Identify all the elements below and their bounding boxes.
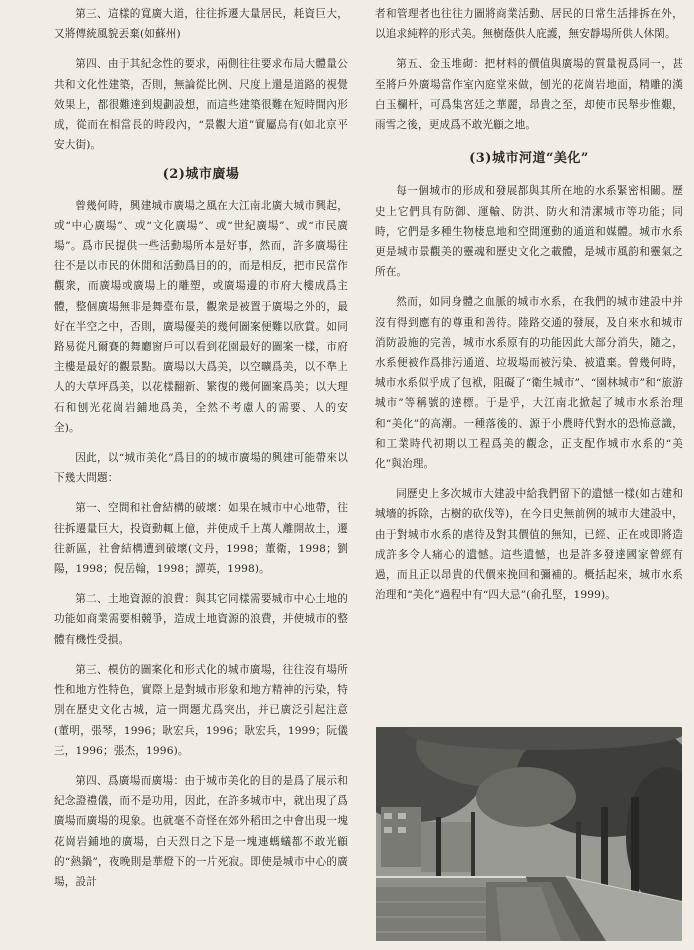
paragraph-square-intro: 曾幾何時，興建城市廣場之風在大江南北廣大城市興起，或“中心廣場”、或“文化廣場”、或“世紀廣場”、或“市民廣場”。爲市民提供一些活動場所本是好事，然而，許多廣場往往不是以市民的休閒和活動爲目的的，而是相反，把市民當作觀衆，而廣場或廣場上的雕塑，或廣場邊的市府大樓成爲主體，整個廣場無非是舞臺布景，觀衆是被置于廣場之外的，最好在半空之中，否則，廣場優美的幾何圖案便難以欣賞。如同路易從凡爾賽的舞廳窗戶可以看到花園最好的圖案一樣，市府主樓是最好的觀景點。廣場以大爲美，以空曠爲美，以不準上人的大草坪爲美，以花樣翻新、繁復的幾何圖案爲美；以大理石和刨光花崗岩鋪地爲美，全然不考慮人的需要、人的安全)。: [54, 199, 348, 434]
paragraph-fourth-nonuse: 第四、爲廣場而廣場：由于城市美化的目的是爲了展示和紀念證禮儀，而不是功用，因此，在許多城市中，就出現了爲廣場而廣場的現象。也就毫不奇怪在郊外稻田之中會出現一塊花崗岩鋪地的廣場，白天烈日之下是一塊連螞蟻都不敢光顧的“熱鍋”，夜晚則是華燈下的一片死寂。即使是城市中心的廣場，設計: [54, 774, 348, 888]
left-column: [54, 4, 348, 902]
heading-city-square: (2)城市廣場: [162, 167, 240, 183]
paragraph-river-history: 同歷史上多次城市大建設中給我們留下的遺憾一樣(如古建和城墻的拆除，古樹的砍伐等)，在今日史無前例的城市大建設中，由于對城市水系的虐待及對其價值的無知，已經、正在或即將造成許多令人痛心的遺憾。這些遺憾，也是許多發達國家曾經有過，而且正以昂貴的代價來挽回和彌補的。概括起來，城市水系治理和“美化”過程中有“四大忌”(俞孔堅，1999)。: [375, 488, 683, 602]
paragraph-second-land: 第二、土地資源的浪費：與其它同樣需要城市中心土地的功能如商業需要相競爭，造成土地資源的浪費，并使城市的整體有機性受損。: [54, 593, 348, 646]
paragraph-first-space: 第一、空間和社會結構的破壞：如果在城市中心地帶，往往拆遷量巨大，投資動輒上億，并使成千上萬人離開故土，遷往新區，社會結構遭到破壞(文丹，1998；董衛，1998；劉陽，1998；倪岳翰，1998；譚英，1998)。: [54, 502, 348, 576]
paragraph-river-intro: 每一個城市的形成和發展都與其所在地的水系緊密相關。歷史上它們具有防御、運輸、防洪、防火和清潔城市等功能；同時，它們是多種生物棲息地和空間運動的通道和媒體。城市水系更是城市景觀美的靈魂和歷史文化之載體，是城市風韵和靈氣之所在。: [375, 185, 683, 279]
paragraph-third-street: 第三、這樣的寬廣大道，往往拆遷大量居民，耗資巨大，又將傳統風貌丟棄(如蘇州): [54, 8, 348, 41]
paragraph-cont-managers: 者和管理者也往往力圖將商業活動、居民的日常生活排拆在外，以追求純粹的形式美。無樹蔭供人庇護，無安靜場所供人休閑。: [375, 8, 683, 41]
right-column: [375, 4, 683, 615]
paragraph-river-however: 然而，如同身體之血脈的城市水系，在我們的城市建設中并沒有得到應有的尊重和善待。陸路交通的發展，及自來水和城市消防設施的完善，城市水系原有的功能因此大部分消失，隨之，水系便被作爲排污通道、垃圾場而被污染、被遺棄。曾幾何時，城市水系似乎成了包袱，阻礙了“衛生城市”、“園林城市”和“旅游城市”等稱號的達標。于是乎，大江南北掀起了城市水系治理和“美化”的高潮。一種落後的、源于小農時代對水的恐怖意識，和工業時代初期以工程爲美的觀念，正支配作城市水系的“美化”與治理。: [375, 296, 683, 471]
paragraph-therefore: 因此，以“城市美化”爲目的的城市廣場的興建可能帶來以下幾大問題：: [54, 452, 348, 485]
paragraph-fourth-memorial: 第四、由于其紀念性的要求，兩側往往要求布局大體量公共和文化性建築，否則，無論從比例、尺度上還是道路的視覺效果上，都很難達到規劃設想，而這些建築很難在短時間內形成，從而在相當長的時段內，“景觀大道”實屬烏有(如北京平安大街)。: [54, 58, 348, 152]
heading-river-beautify: (3)城市河道“美化”: [469, 151, 589, 167]
paragraph-fifth-gold: 第五、金玉堆砌：把材料的價值與廣場的質量視爲同一，甚至將戶外廣場當作室內庭堂來做，刨光的花崗岩地面，精雕的漢白玉欄杆，可爲集宮廷之華麗，昂貴之至，却使市民舉步惟艱，雨雪之後，更成爲不敢光顧之地。: [375, 58, 683, 132]
photo-tree-lined-canal-icon: [376, 727, 682, 941]
paragraph-third-mimic: 第三、模仿的圖案化和形式化的城市廣場，往往沒有場所性和地方性特色，實際上是對城市形象和地方精神的污染，特別在歷史文化古城，這一問題尤爲突出，并已廣泛引起注意(董明，張琴，1996；耿宏兵，1996；耿宏兵，1999；阮儀三，1996；張杰，1996)。: [54, 663, 348, 757]
